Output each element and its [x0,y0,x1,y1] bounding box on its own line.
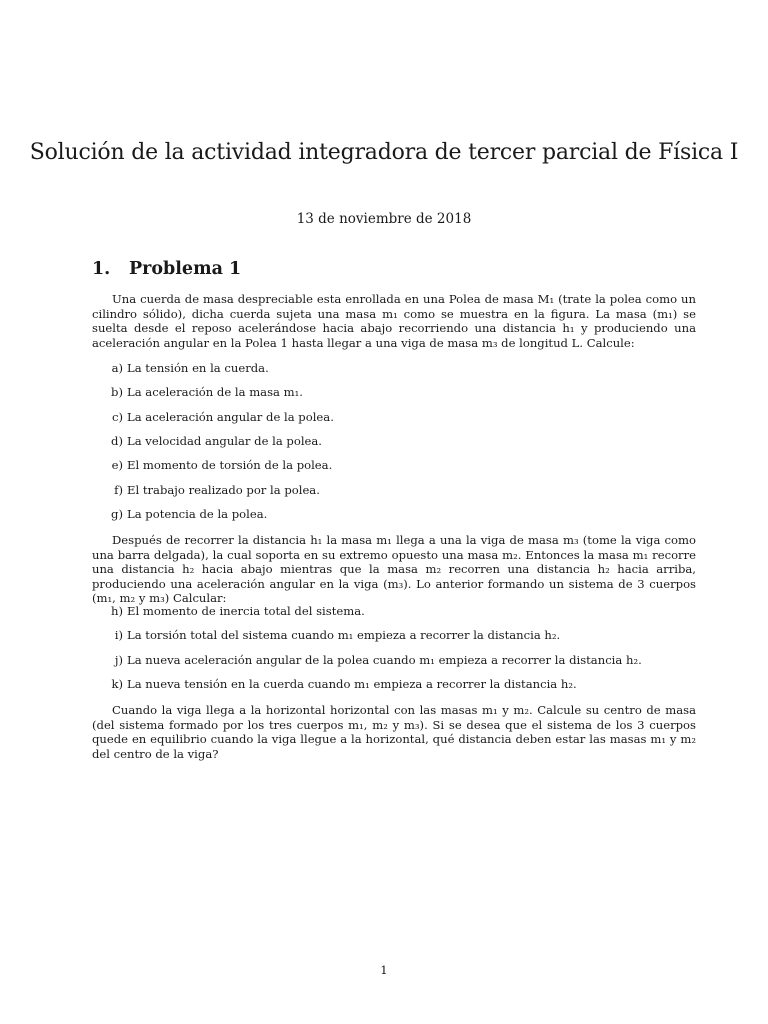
document-title: Solución de la actividad integradora de tercer parcial de Física I [29,140,739,165]
list-item-k [92,677,696,692]
item-label: e) [111,458,123,472]
item-label: a) [111,361,123,375]
item-text: La aceleración angular de la polea. [127,410,334,424]
item-text: El momento de inercia total del sistema. [127,604,365,618]
paragraph-second-stage: Después de recorrer la distancia h₁ la masa m₁ llega a una la viga de masa m₃ (tome la viga como una barra delgada), la cual soporta en su extremo opuesto una masa m₂. Entonces la masa m₁ recorre una distancia h₂ hacia abajo mientras que la masa m₂ recorren una distancia h₂ hacia arriba, produciendo una aceleración angular en la viga (m₃). Lo anterior formando un sistema de 3 cuerpos (m₁, m₂ y m₃) Calcular: [92,533,696,605]
item-label: c) [111,410,123,424]
item-label: d) [111,434,123,448]
document-date: 13 de noviembre de 2018 [296,211,472,227]
item-text: La torsión total del sistema cuando m₁ empieza a recorrer la distancia h₂. [127,628,561,642]
item-text: La nueva tensión en la cuerda cuando m₁ empieza a recorrer la distancia h₂. [127,677,577,691]
list-item-i [92,628,696,643]
list-item-c [92,410,696,425]
item-text: La velocidad angular de la polea. [127,434,322,448]
list-item-b [92,385,696,400]
list-item-g [92,507,696,522]
list-item-f [92,483,696,498]
list-item-a [92,361,696,376]
item-text: La tensión en la cuerda. [127,361,269,375]
item-label: k) [111,677,123,691]
item-text: La nueva aceleración angular de la polea cuando m₁ empieza a recorrer la distancia h₂. [127,653,642,667]
list-item-j [92,653,696,668]
paragraph-equilibrium: Cuando la viga llega a la horizontal horizontal con las masas m₁ y m₂. Calcule su centro de masa (del sistema formado por los tres cuerpos m₁, m₂ y m₃). Si se desea que el sistema de los 3 cuerpos quede en equilibrio cuando la viga llegue a la horizontal, qué distancia deben estar las masas m₁ y m₂ del centro de la viga? [92,703,696,761]
page-number: 1 [380,963,388,977]
item-label: h) [111,604,123,618]
item-text: La potencia de la polea. [127,507,268,521]
item-label: i) [114,628,123,642]
item-text: El momento de torsión de la polea. [127,458,333,472]
section-heading [92,259,241,279]
item-label: b) [111,385,123,399]
item-label: j) [114,653,123,667]
list-item-e [92,458,696,473]
item-text: La aceleración de la masa m₁. [127,385,303,399]
section-number: 1. [92,259,111,279]
paragraph-intro: Una cuerda de masa despreciable esta enrollada en una Polea de masa M₁ (trate la polea como un cilindro sólido), dicha cuerda sujeta una masa m₁ como se muestra en la figura. La masa (m₁) se suelta desde el reposo acelerándose hacia abajo recorriendo una distancia h₁ y produciendo una aceleración angular en la Polea 1 hasta llegar a una viga de masa m₃ de longitud L. Calcule: [92,292,696,350]
section-title: Problema 1 [129,259,242,279]
list-item-h [92,604,696,619]
item-label: f) [114,483,123,497]
item-label: g) [111,507,123,521]
item-text: El trabajo realizado por la polea. [127,483,320,497]
list-item-d [92,434,696,449]
